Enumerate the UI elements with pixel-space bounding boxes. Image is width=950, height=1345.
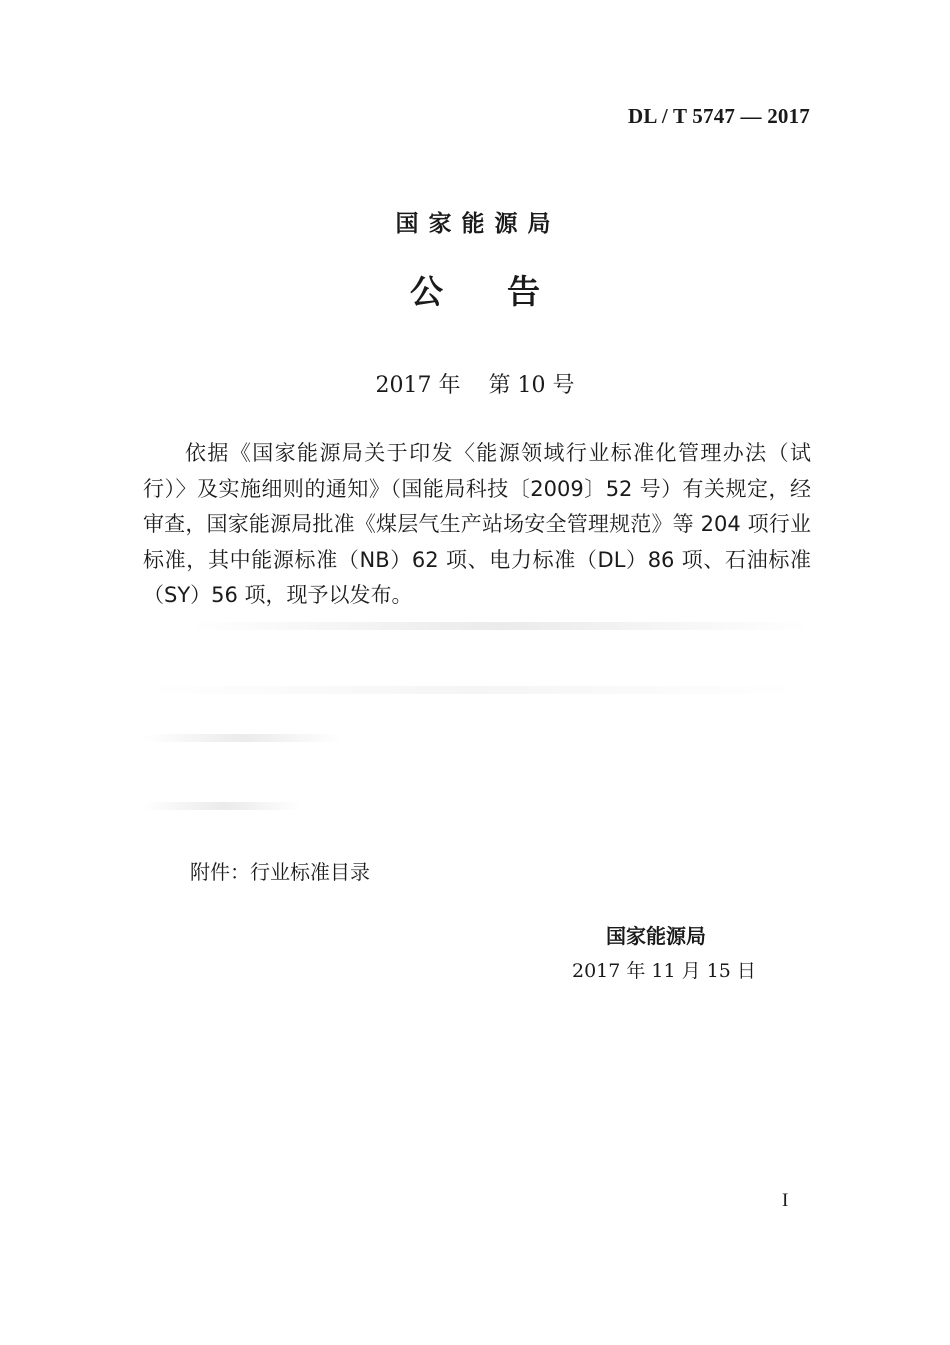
faded-scan-mark	[190, 622, 810, 630]
faded-scan-mark	[143, 802, 303, 810]
standard-code: DL / T 5747 — 2017	[628, 104, 810, 128]
announcement-body: 依据《国家能源局关于印发〈能源领域行业标准化管理办法（试行）〉及实施细则的通知》（国能局科技〔2009〕52 号）有关规定，经审查，国家能源局批准《煤层气生产站场安全管理规范》等 204 项行业标准，其中能源标准（NB）62 项、电力标准（DL）86 项、石油标准（SY）56 项，现予以发布。	[143, 441, 811, 607]
issuer-heading: 国家能源局	[395, 211, 561, 237]
announcement-number: 第 10 号	[488, 373, 575, 398]
faded-scan-mark	[143, 734, 343, 742]
announcement-title: 公告	[410, 272, 604, 311]
attachment-note: 附件：行业标准目录	[190, 860, 370, 884]
faded-scan-mark	[143, 686, 803, 694]
signature-date: 2017 年 11 月 15 日	[572, 960, 756, 982]
signature-organization: 国家能源局	[606, 924, 706, 948]
page-number: I	[782, 1190, 789, 1211]
announcement-year: 2017 年	[375, 373, 461, 398]
announcement-number-line	[0, 368, 950, 399]
